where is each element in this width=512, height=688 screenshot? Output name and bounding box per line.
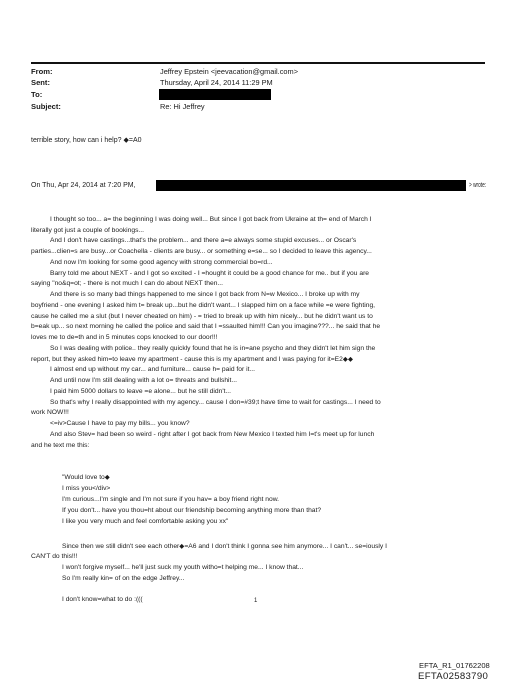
body-line: boyfriend - one evening I asked him t= break up...but he didn't want... I slapped him on a face while =e were fighting,	[31, 302, 376, 309]
header-rule	[31, 62, 485, 64]
body-line: And also Stev= had been so weird - right after I got back from New Mexico I texted him I=t's meet up for lunch	[50, 431, 375, 438]
body-line: and he text me this:	[31, 442, 90, 449]
body-line: And now I'm looking for some good agency with strong commercial bo=rd...	[50, 259, 273, 266]
body-line: parties...clien=s are busy...or Coachella - clients are busy... or something e=se... so I decided to leave this agency...	[31, 248, 372, 255]
body-line: I won't forgive myself... he'll just suck my youth witho=t helping me... I know that...	[62, 564, 304, 571]
body-line: If you don't... have you thou=ht about our friendship becoming anything more than that?	[62, 507, 322, 514]
body-line: And until now I'm still dealing with a lot o= threats and bullshit...	[50, 377, 237, 384]
page-number: 1	[254, 598, 258, 604]
body-line: loves me to de=th and in 5 minutes cops knocked to our door!!!	[31, 334, 218, 341]
from-label: From:	[31, 67, 53, 76]
body-line: I like you very much and feel comfortable asking you xx"	[62, 518, 229, 525]
body-line: And there is so many bad things happened to me since I got back from N=w Mexico... I broke up with my	[50, 291, 360, 298]
footer-ref-1: EFTA_R1_01762208	[419, 661, 490, 670]
body-line: I miss you</div>	[62, 485, 111, 492]
reply-text: terrible story, how can i help? ◆=A0	[31, 137, 142, 144]
body-line: I'm curious...I'm single and I'm not sure if you hav= a boy friend right now.	[62, 496, 280, 503]
body-line: I almost end up without my car... and furniture... cause h= paid for it...	[50, 366, 256, 373]
subject-value: Re: Hi Jeffrey	[160, 102, 205, 111]
to-redaction	[159, 89, 271, 100]
body-line: So I was dealing with police.. they really quickly found that he is in=ane psycho and they didn't let him sign the	[50, 345, 376, 352]
body-line: So I'm really kin= of on the edge Jeffrey...	[62, 575, 185, 582]
sent-label: Sent:	[31, 78, 50, 87]
from-value: Jeffrey Epstein <jeevacation@gmail.com>	[160, 67, 299, 76]
body-line: I don't know=what to do :(((	[62, 596, 143, 603]
body-line: Barry told me about NEXT - and I got so excited - I =hought it could be a good chance for me.. but if you are	[50, 270, 370, 277]
quote-wrote: > wrote:	[469, 182, 487, 189]
body-line: "Would love to◆	[62, 474, 110, 481]
body-line: Since then we still didn't see each other◆=A6 and I don't think I gonna see him anymore... I can't... se=iously I	[62, 543, 387, 550]
body-line: report, but they asked him=to leave my apartment - cause this is my apartment and I was paying for it=E2◆◆	[31, 356, 354, 363]
body-line: cause he called me a slut (but I never cheated on him) - = tried to break up with him nicely... but he didn't want us to	[31, 313, 373, 320]
body-line: b=eak up... so next morning he called the police and said that I =ssaulted him!!! Can you imagine???... he said that he	[31, 323, 381, 330]
sent-value: Thursday, April 24, 2014 11:29 PM	[160, 78, 273, 87]
body-line: literally got just a couple of bookings...	[31, 227, 145, 234]
quote-intro: On Thu, Apr 24, 2014 at 7:20 PM,	[31, 182, 136, 189]
body-line: And I don't have castings...that's the problem... and there a=e always some stupid excuses... or Oscar's	[50, 237, 357, 244]
body-line: work NOW!!!	[31, 409, 69, 416]
body-line: CAN'T do this!!!	[31, 553, 78, 560]
body-line: <=iv>Cause I have to pay my bills... you know?	[50, 420, 190, 427]
body-line: So that's why I really disappointed with my agency... cause I don=#39;t have time to wait for castings... I need to	[50, 399, 381, 406]
sender-redaction	[156, 180, 466, 191]
to-label: To:	[31, 90, 43, 99]
subject-label: Subject:	[31, 102, 61, 111]
body-line: I thought so too... a= the beginning I was doing well... But since I got back from Ukraine at th= end of March I	[50, 216, 372, 223]
footer-ref-2: EFTA02583790	[418, 671, 489, 682]
body-line: saying "no&q=ot; - there is not much I can do about NEXT then...	[31, 280, 224, 287]
body-line: I paid him 5000 dollars to leave =e alone... but he still didn't...	[50, 388, 232, 395]
